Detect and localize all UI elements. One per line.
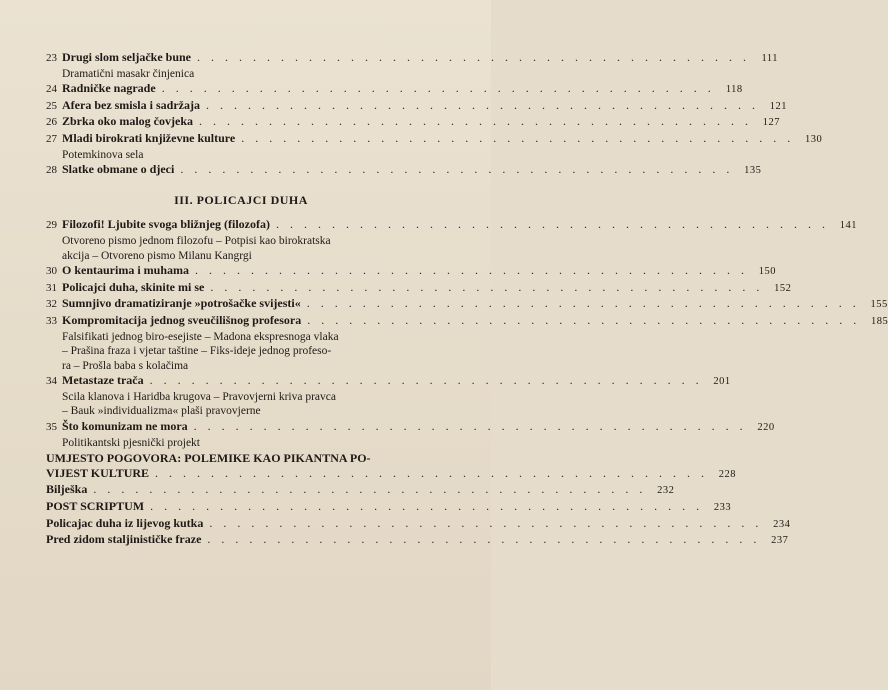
entry-subtitle: ra – Prošla baba s kolačima [62,359,189,372]
entry-page-number: 121 [769,100,787,112]
entry-page-number: 232 [657,485,675,497]
entry-number: 35 [46,421,57,434]
entry-title: Afera bez smisla i sadržaja [62,97,200,112]
toc-group-part-two [46,50,823,179]
entry-subtitle: Dramatični masakr činjenica [62,67,195,80]
entry-subtitle: Scila klanova i Haridba krugova – Pravovjerni kriva pravca [62,390,336,403]
entry-title: Sumnjivo dramatiziranje »potrošačke svijesti« [62,296,301,311]
entry-number: 28 [46,164,57,177]
entry-subtitle: Potemkinova sela [62,148,144,161]
entry-title: Slatke obmane o djeci [62,162,175,177]
entry-page-number: 127 [762,117,781,129]
toc-entry [46,373,731,419]
toc-entry [46,162,762,179]
entry-page-number: 111 [761,53,778,64]
entry-title: Što komunizam ne mora [62,419,188,434]
entry-title: Pred zidom staljinističke fraze [46,532,202,547]
entry-title: Kompromitacija jednog sveučilišnog profesora [62,312,302,327]
entry-title: O kentaurima i muhama [62,263,190,278]
entry-number: 25 [46,99,57,112]
dot-leader [207,532,760,547]
toc-entry [46,515,791,533]
toc-entry [46,97,787,115]
toc-group-part-three [46,217,888,450]
entry-page-number: 152 [774,282,792,294]
entry-title: Drugi slom seljačke bune [62,50,191,64]
dot-leader [194,419,747,434]
toc-entry [46,482,675,499]
dot-leader [93,482,646,497]
entry-title: Policajac duha iz lijevog kutka [46,515,204,530]
entry-subtitle: akcija – Otvoreno pismo Milanu Kangrgi [62,249,252,262]
entry-title: Policajci duha, skinite mi se [62,279,205,294]
toc-entry [46,279,792,297]
dot-leader [195,263,748,278]
entry-number: 23 [46,52,57,64]
entry-number: 27 [46,132,57,145]
entry-subtitle: – Bauk »individualizma« plaši pravovjerne [62,405,261,418]
entry-title: Bilješka [46,482,88,497]
entry-number: 31 [46,281,57,294]
dot-leader [150,499,703,514]
entry-page-number: 237 [771,535,789,547]
toc-entry [46,217,857,263]
entry-page-number: 185 [870,315,888,327]
dot-leader [241,131,794,146]
dot-leader [162,81,715,96]
table-of-contents [46,50,888,549]
dot-leader [199,114,752,129]
dot-leader [197,50,750,65]
entry-page-number: 155 [870,299,888,311]
dot-leader [180,162,733,177]
entry-page-number: 234 [773,518,791,530]
dot-leader [206,98,759,113]
dot-leader [209,516,762,531]
entry-title: Metastaze trača [62,373,144,388]
entry-subtitle: – Prašina fraza i vjetar taštine – Fiks-ideje jednog profeso- [62,345,332,358]
entry-title: POST SCRIPTUM [46,499,145,514]
entry-number: 24 [46,83,57,96]
toc-group-extras [46,482,791,548]
entry-number: 29 [46,219,57,232]
dot-leader [307,296,860,311]
entry-page-number: 150 [758,266,777,278]
entry-subtitle: Otvoreno pismo jednom filozofu – Potpisi kao birokratska [62,234,331,247]
entry-title: Mladi birokrati književne kulture [62,130,236,145]
entry-subtitle: Politikantski pjesnički projekt [62,436,200,449]
dot-leader [150,373,703,388]
entry-title: Filozofi! Ljubite svoga bližnjeg (filozofa) [62,217,270,232]
toc-entry [46,263,777,280]
dot-leader [307,313,860,328]
entry-page-number: 118 [725,84,743,96]
toc-entry [46,130,823,162]
toc-entry [46,419,775,450]
toc-entry [46,532,789,549]
entry-number: 26 [46,116,57,129]
toc-entry-afterword [46,451,737,482]
dot-leader [276,217,829,232]
entry-page-number: 220 [757,422,775,434]
section-heading: III. POLICAJCI DUHA [174,192,308,207]
entry-number: 34 [46,375,57,388]
entry-number: 30 [46,265,57,278]
afterword-title-line2: VIJEST KULTURE [46,465,150,480]
entry-page-number: 201 [713,376,731,388]
entry-number: 33 [46,314,57,327]
entry-subtitle: Falsifikati jednog biro-esejiste – Madona ekspresnoga vlaka [62,330,339,343]
toc-entry [46,114,781,131]
afterword-title-line1: UMJESTO POGOVORA: POLEMIKE KAO PIKANTNA PO- [46,451,371,466]
entry-page-number: 233 [713,502,732,514]
dot-leader [155,466,708,481]
entry-page-number: 141 [839,220,857,232]
toc-entry [46,499,732,516]
afterword-page-number: 228 [718,468,737,480]
toc-entry [46,50,778,81]
toc-entry [46,312,888,373]
entry-page-number: 130 [804,133,823,145]
entry-title: Radničke nagrade [62,81,156,96]
dot-leader [210,280,763,295]
toc-entry [46,296,888,313]
entry-page-number: 135 [744,165,762,177]
entry-number: 32 [46,298,57,311]
toc-entry [46,81,743,98]
entry-title: Zbrka oko malog čovjeka [62,114,194,129]
